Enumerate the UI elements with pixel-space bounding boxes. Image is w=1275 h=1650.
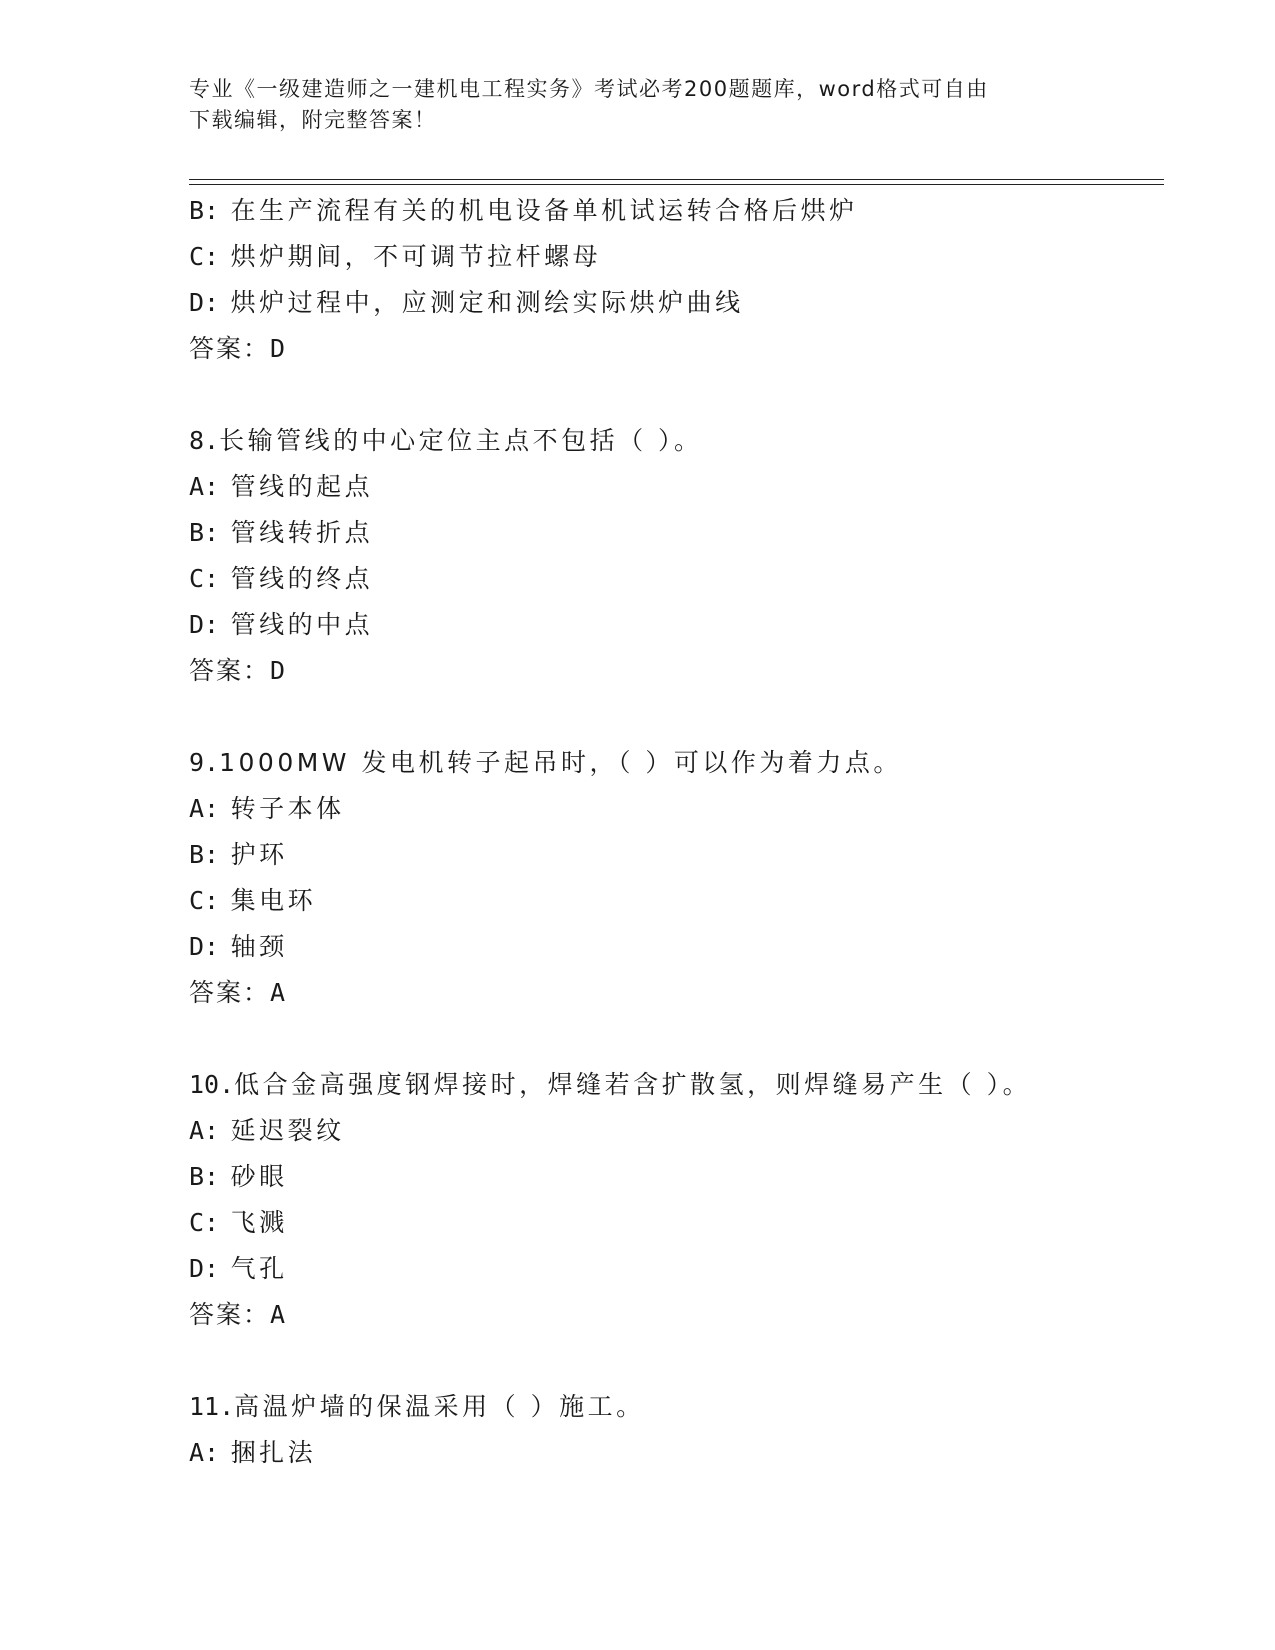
- header-line-2: 下载编辑，附完整答案！: [189, 108, 437, 132]
- header-line-1: 专业《一级建造师之一建机电工程实务》考试必考200题题库，word格式可自由: [189, 77, 989, 101]
- option-c: C: 管线的终点: [189, 564, 374, 593]
- answer-line: 答案：D: [189, 334, 286, 363]
- option-c: C: 飞溅: [189, 1208, 288, 1237]
- option-d: D: 气孔: [189, 1254, 288, 1283]
- question-list: [189, 188, 1149, 1476]
- option-a: A: 转子本体: [189, 794, 345, 823]
- answer-line: 答案：A: [189, 978, 286, 1007]
- question-stem: 10.低合金高强度钢焊接时，焊缝若含扩散氢，则焊缝易产生（ ）。: [189, 1070, 1032, 1099]
- option-b: B: 砂眼: [189, 1162, 288, 1191]
- question-stem: 9.1000MW 发电机转子起吊时，（ ）可以作为着力点。: [189, 748, 902, 777]
- option-b: B: 护环: [189, 840, 288, 869]
- document-header: [189, 74, 1089, 136]
- option-a: A: 捆扎法: [189, 1438, 317, 1467]
- option-c: C: 集电环: [189, 886, 317, 915]
- option-a: A: 延迟裂纹: [189, 1116, 345, 1145]
- option-d: D: 轴颈: [189, 932, 288, 961]
- question-stem: 8.长输管线的中心定位主点不包括（ ）。: [189, 426, 703, 455]
- option-b: B: 在生产流程有关的机电设备单机试运转合格后烘炉: [189, 196, 858, 225]
- option-d: D: 烘炉过程中，应测定和测绘实际烘炉曲线: [189, 288, 744, 317]
- answer-line: 答案：D: [189, 656, 286, 685]
- option-b: B: 管线转折点: [189, 518, 374, 547]
- option-d: D: 管线的中点: [189, 610, 374, 639]
- option-a: A: 管线的起点: [189, 472, 374, 501]
- answer-line: 答案：A: [189, 1300, 286, 1329]
- header-divider-bottom: [189, 184, 1164, 185]
- option-c: C: 烘炉期间，不可调节拉杆螺母: [189, 242, 602, 271]
- header-divider-top: [189, 179, 1164, 180]
- question-stem: 11.高温炉墙的保温采用（ ）施工。: [189, 1392, 645, 1421]
